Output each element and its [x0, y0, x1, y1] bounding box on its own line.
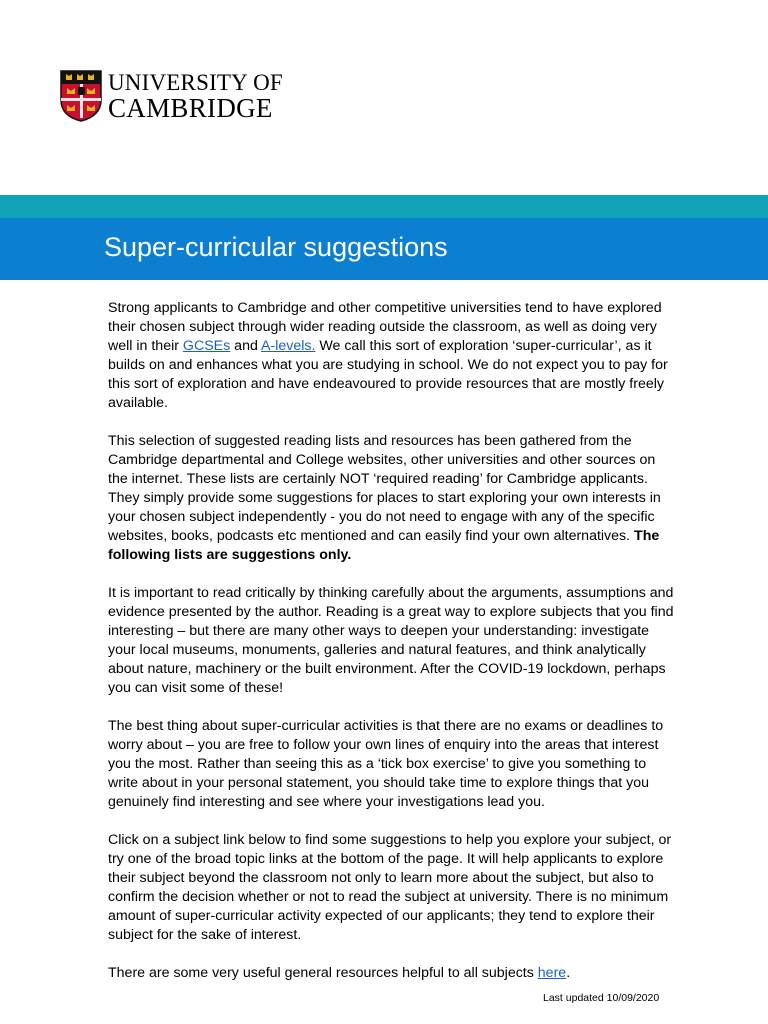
paragraph-best-thing: The best thing about super-curricular activities is that there are no exams or deadlines to worry about – you are free to follow your own lines of enquiry into the areas that interest you the most. Rather than seeing this as a ‘tick box exercise’ to give you something to write about in your personal statement, you should take time to explore things that you genuinely find interesting and see where your investigations lead you. [108, 718, 664, 810]
last-updated: Last updated 10/09/2020 [543, 992, 660, 1004]
header-accent-band [0, 195, 768, 218]
general-resources-end: . [566, 965, 571, 981]
paragraph-general-resources [108, 964, 678, 983]
intro-text-cont: We call this sort of exploration ‘super-curricular’, as it builds on and enhances what you are studying in school. We do not expect you to pay for this sort of exploration and have endeavoured to provide resources that are mostly freely available. [108, 338, 668, 411]
paragraph-selection [108, 432, 678, 565]
paragraph-intro [108, 299, 678, 413]
logo-line-2: CAMBRIDGE [108, 92, 273, 123]
intro-and: and [230, 338, 262, 354]
logo-wordmark [108, 71, 283, 122]
cambridge-crest-icon [60, 70, 102, 122]
paragraph-click-subject: Click on a subject link below to find some suggestions to help you explore your subject, or try one of the broad topic links at the bottom of the page. It will help applicants to explore their subject beyond the classroom not only to learn more about the subject, but also to confirm the decision whether or not to read the subject at university. There is no minimum amount of super-curricular activity expected of our applicants; they tend to explore their subject for the sake of interest. [108, 832, 672, 943]
gcses-link[interactable]: GCSEs [182, 338, 231, 354]
a-levels-link[interactable]: A-levels. [261, 338, 316, 354]
university-logo [60, 70, 283, 122]
here-link[interactable]: here [537, 965, 567, 981]
general-resources-text: There are some very useful general resources helpful to all subjects [108, 965, 538, 981]
paragraph-critical-reading: It is important to read critically by thinking carefully about the arguments, assumptions and evidence presented by the author. Reading is a great way to explore subjects that you find interesting – but there are many other ways to deepen your understanding: investigate your local museums, monuments, galleries and natural features, and think analytically about nature, machinery or the built environment. After the COVID-19 lockdown, perhaps you can visit some of these! [108, 585, 674, 696]
page-title: Super-curricular suggestions [104, 232, 448, 262]
intro-text: Strong applicants to Cambridge and other competitive universities tend to have explored their chosen subject through wider reading outside the classroom, as well as doing very well in their [108, 300, 662, 354]
logo-line-1: UNIVERSITY OF [108, 69, 283, 95]
document-body [108, 299, 678, 1002]
suggestions-only-note: The following lists are suggestions only. [108, 528, 660, 563]
selection-text: This selection of suggested reading lists and resources has been gathered from the Cambridge departmental and College websites, other universities and other sources on the internet. These lists are certainly NOT ‘required reading’ for Cambridge applicants. They simply provide some suggestions for places to start exploring your own interests in your chosen subject independently - you do not need to engage with any of the specific websites, books, podcasts etc mentioned and can easily find your own alternatives. [108, 433, 661, 544]
